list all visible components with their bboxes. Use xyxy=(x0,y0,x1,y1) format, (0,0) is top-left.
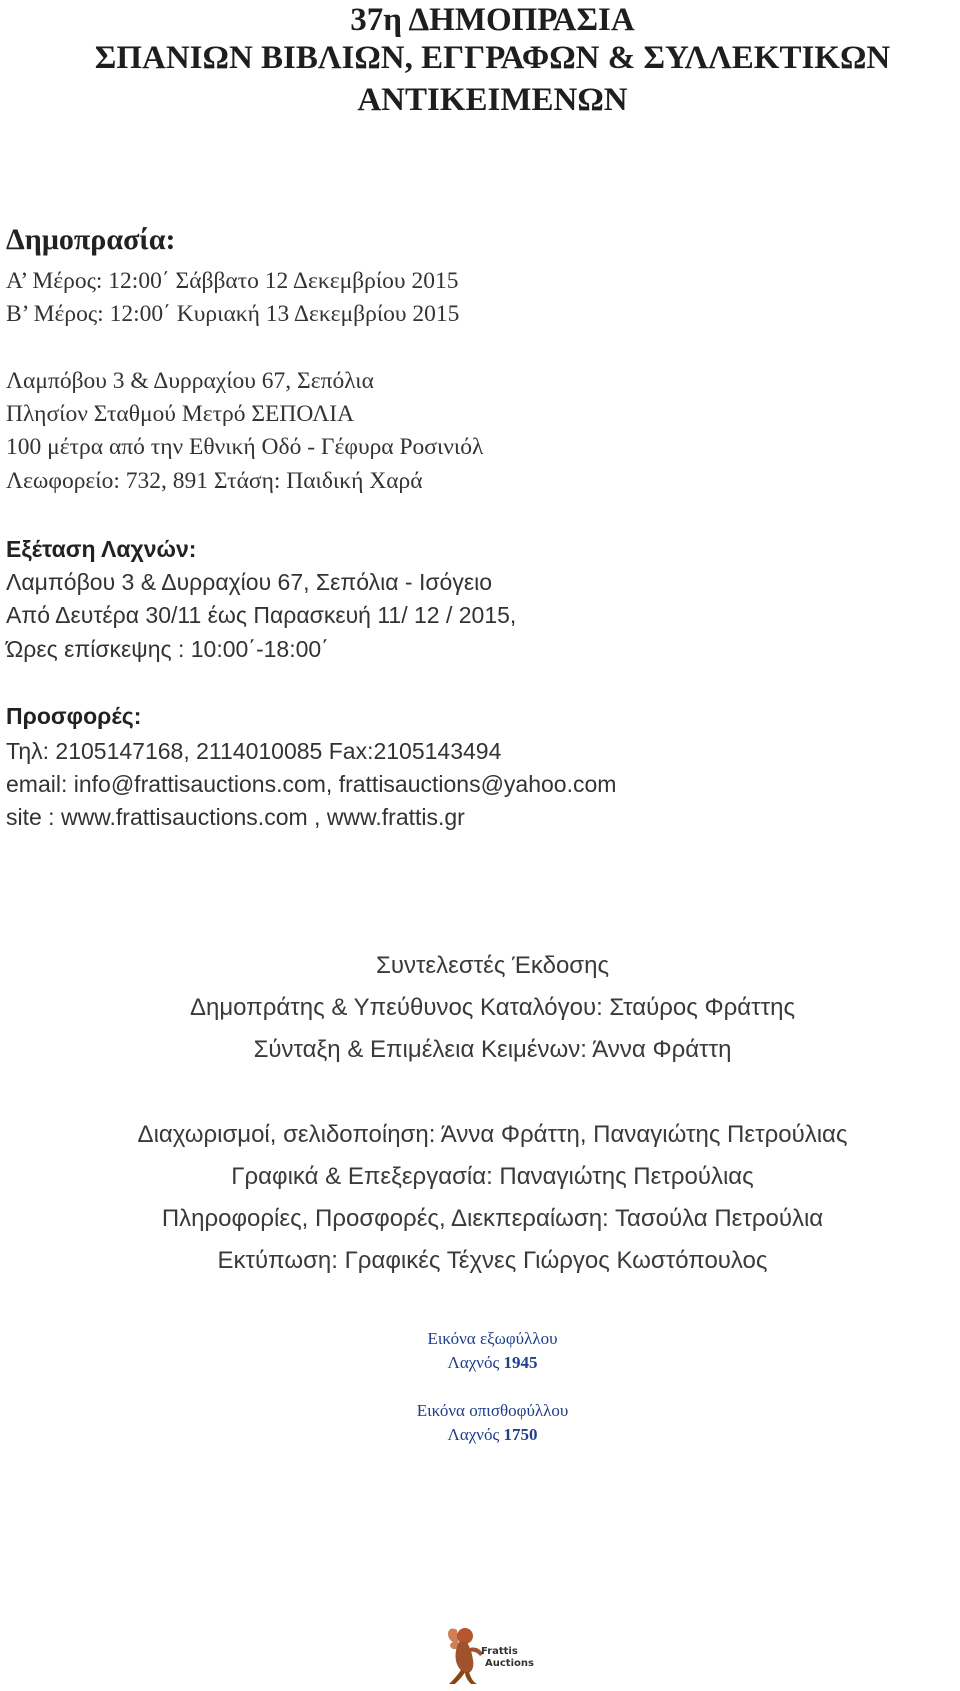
examination-heading: Εξέταση Λαχνών: xyxy=(6,536,197,562)
credits-editing: Σύνταξη & Επιμέλεια Κειμένων: Άννα Φράττη xyxy=(253,1036,732,1063)
cupid-figure-icon xyxy=(443,1620,543,1686)
location-metro: Πλησίον Σταθμού Μετρό ΣΕΠΟΛΙΑ xyxy=(6,401,355,427)
examination-dates: Από Δευτέρα 30/11 έως Παρασκευή 11/ 12 / 2015, xyxy=(6,602,517,628)
page-title-line3: ΑΝΤΙΚΕΙΜΕΝΩΝ xyxy=(357,82,628,118)
auction-heading: Δημοπρασία: xyxy=(6,223,176,256)
examination-address: Λαμπόβου 3 & Δυρραχίου 67, Σεπόλια - Ισόγειο xyxy=(6,569,492,595)
cover-front-lot-number: 1945 xyxy=(503,1353,538,1372)
cover-back-lot xyxy=(0,1423,960,1447)
page-title-line1: 37η ΔΗΜΟΠΡΑΣΙΑ xyxy=(350,2,635,38)
credits-info: Πληροφορίες, Προσφορές, Διεκπεραίωση: Τασούλα Πετρούλια xyxy=(161,1205,824,1232)
svg-text:Auctions: Auctions xyxy=(485,1658,534,1669)
credits-layout: Διαχωρισμοί, σελιδοποίηση: Άννα Φράττη, Παναγιώτης Πετρούλιας xyxy=(137,1121,848,1148)
cover-front-lot-prefix: Λαχνός xyxy=(447,1353,500,1372)
cover-back-lot-prefix: Λαχνός xyxy=(447,1425,500,1444)
location-distance: 100 μέτρα από την Εθνική Οδό - Γέφυρα Ροσινιόλ xyxy=(6,434,484,460)
frattis-auctions-logo xyxy=(443,1620,543,1686)
offers-heading: Προσφορές: xyxy=(6,703,142,729)
location-bus: Λεωφορείο: 732, 891 Στάση: Παιδική Χαρά xyxy=(6,468,423,494)
credits-graphics: Γραφικά & Επεξεργασία: Παναγιώτης Πετρούλιας xyxy=(231,1163,754,1190)
credits-auctioneer: Δημοπράτης & Υπεύθυνος Καταλόγου: Σταύρος Φράττης xyxy=(189,994,796,1021)
cover-back-label: Εικόνα οπισθοφύλλου xyxy=(416,1401,569,1420)
examination-hours: Ώρες επίσκεψης : 10:00΄-18:00΄ xyxy=(6,636,329,662)
cover-front-label: Εικόνα εξωφύλλου xyxy=(427,1329,558,1348)
auction-part-b: Β’ Μέρος: 12:00΄ Κυριακή 13 Δεκεμβρίου 2015 xyxy=(6,301,460,327)
page-title-line2: ΣΠΑΝΙΩΝ ΒΙΒΛΙΩΝ, ΕΓΓΡΑΦΩΝ & ΣΥΛΛΕΚΤΙΚΩΝ xyxy=(94,40,891,76)
cover-back-lot-number: 1750 xyxy=(503,1425,538,1444)
cover-front-lot xyxy=(0,1351,960,1375)
svg-text:Frattis: Frattis xyxy=(481,1646,518,1657)
auction-part-a: Α’ Μέρος: 12:00΄ Σάββατο 12 Δεκεμβρίου 2015 xyxy=(6,268,459,294)
offers-site: site : www.frattisauctions.com , www.frattis.gr xyxy=(6,804,465,830)
location-address: Λαμπόβου 3 & Δυρραχίου 67, Σεπόλια xyxy=(6,368,374,394)
offers-phone: Τηλ: 2105147168, 2114010085 Fax:2105143494 xyxy=(6,738,502,764)
offers-email: email: info@frattisauctions.com, frattisauctions@yahoo.com xyxy=(6,771,617,797)
credits-heading: Συντελεστές Έκδοσης xyxy=(375,952,610,979)
credits-print: Εκτύπωση: Γραφικές Τέχνες Γιώργος Κωστόπουλος xyxy=(217,1247,768,1274)
